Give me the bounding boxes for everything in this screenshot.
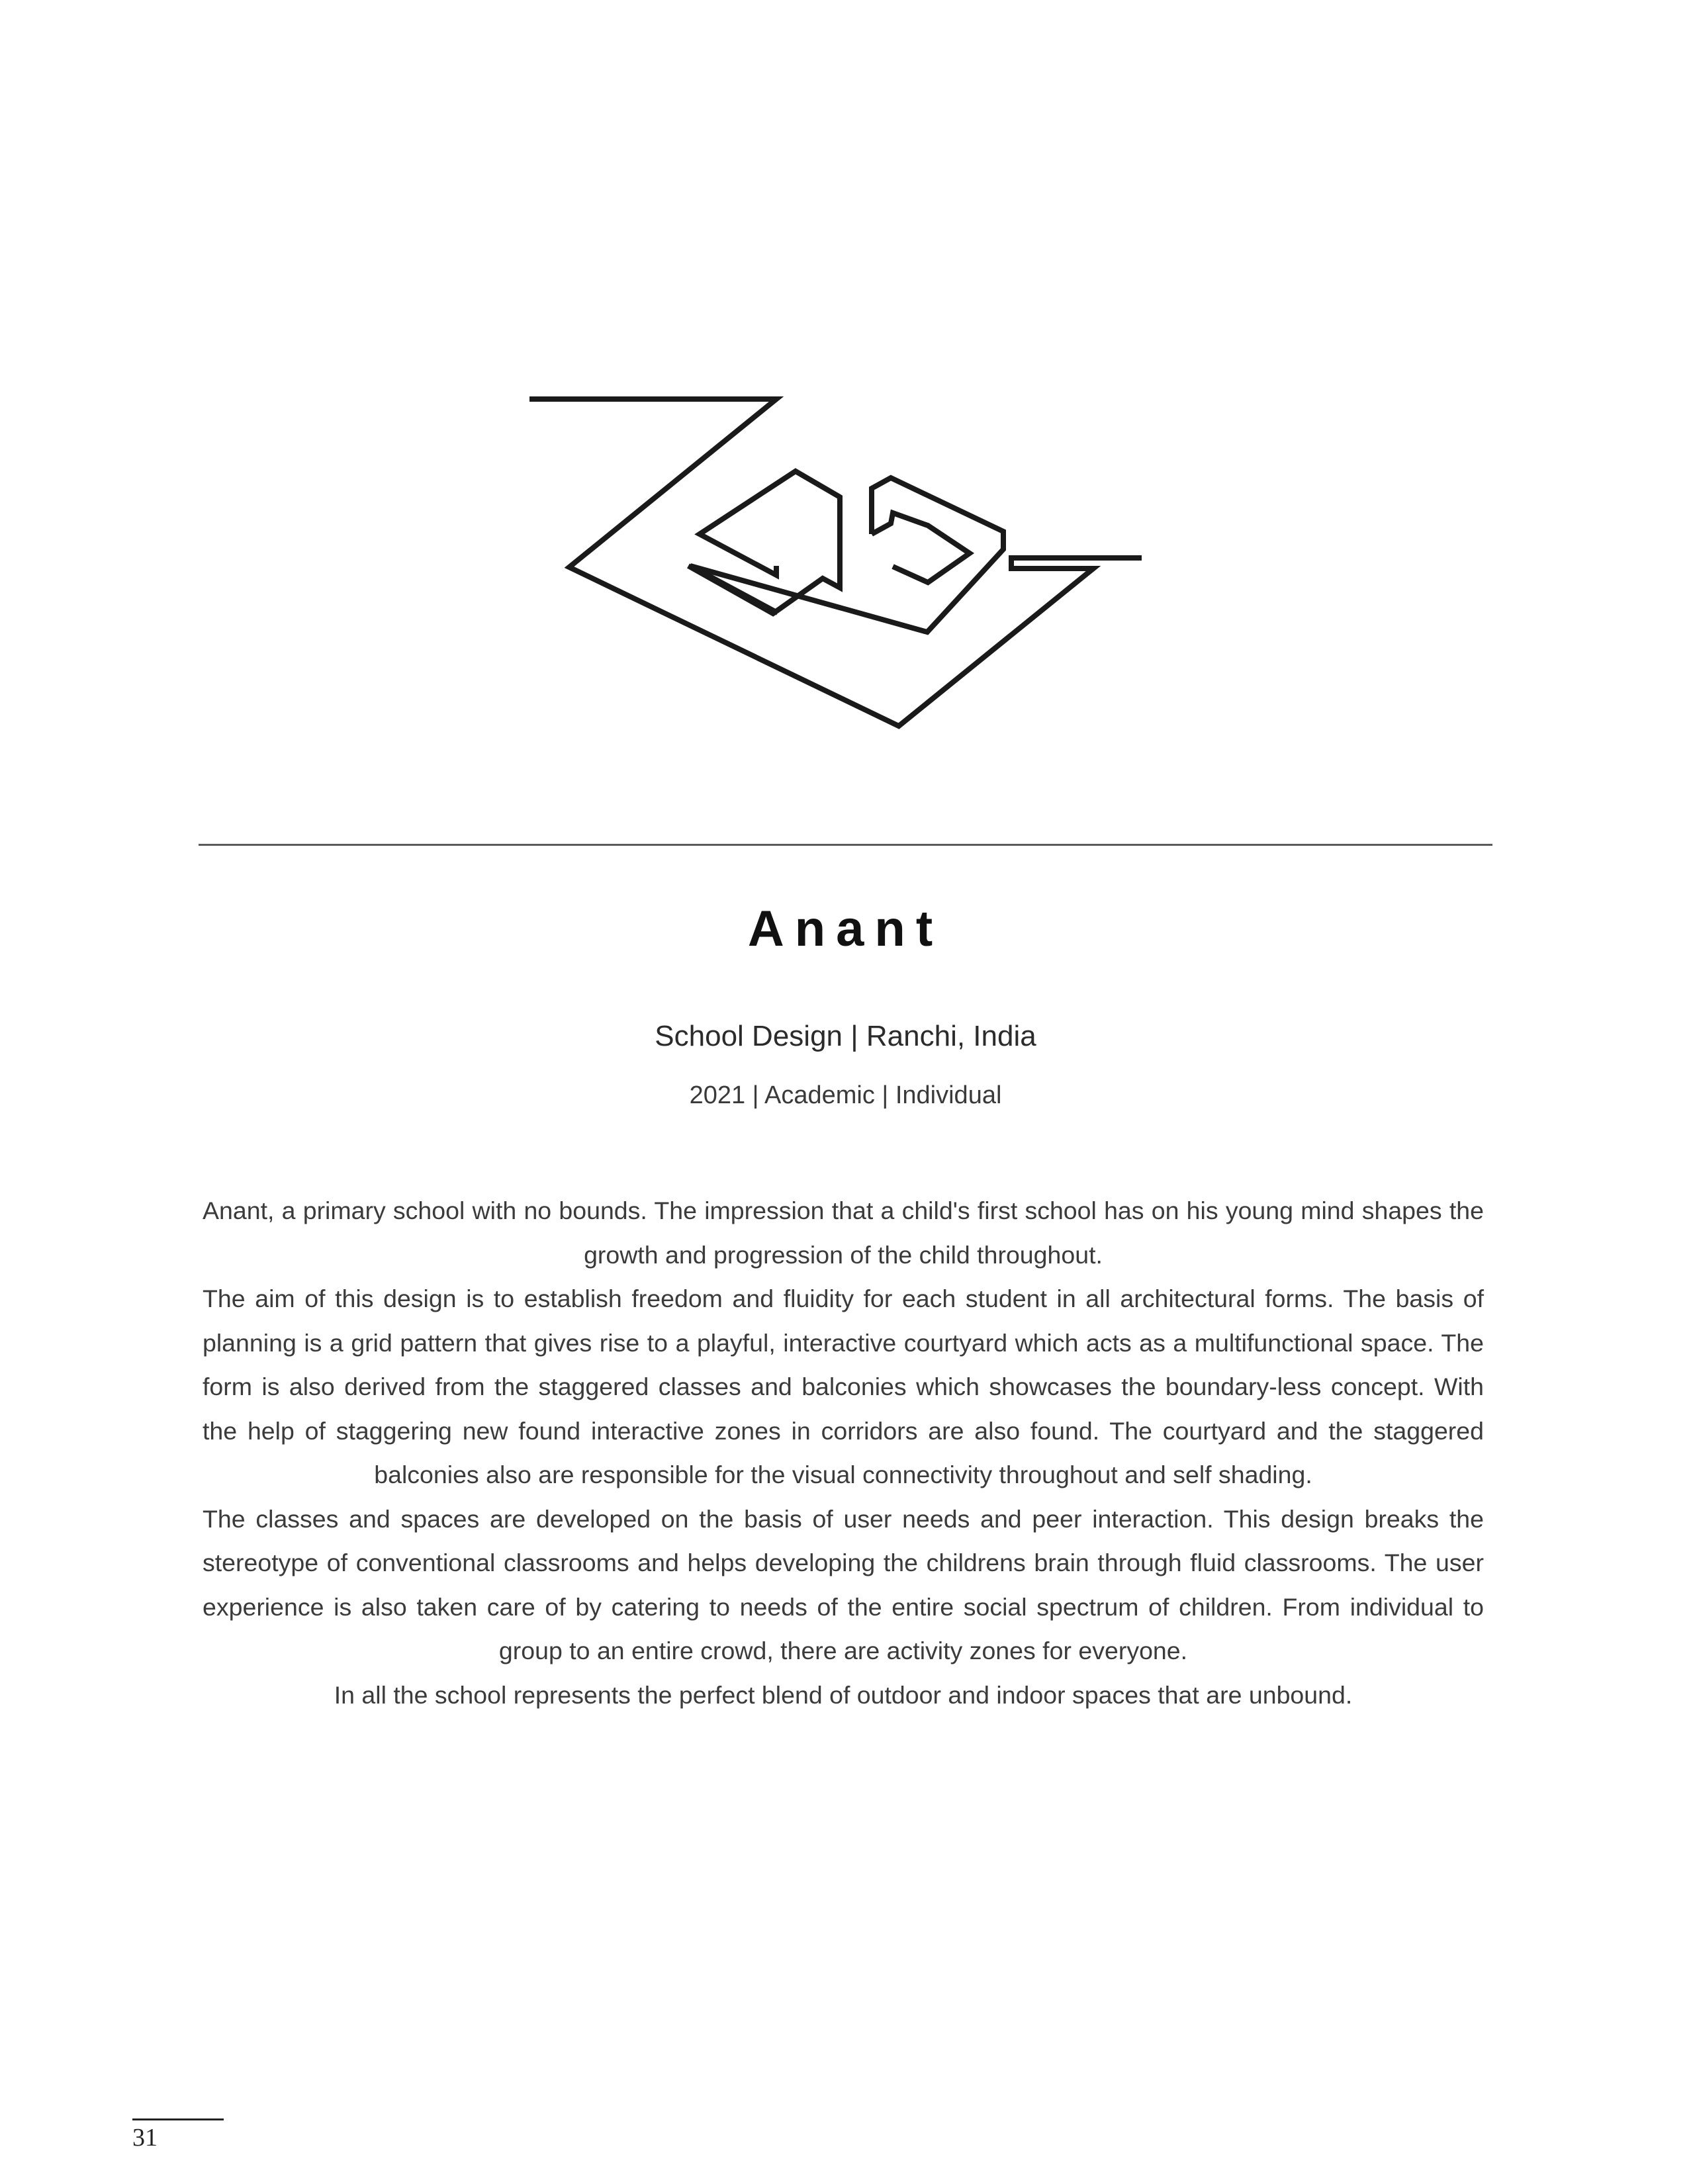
project-title: Anant: [747, 901, 944, 957]
page-number: 31: [132, 2124, 158, 2152]
page-number-rule: [132, 2118, 224, 2120]
project-description: [203, 1189, 1484, 1717]
project-meta: 2021 | Academic | Individual: [689, 1081, 1002, 1109]
description-paragraph: The aim of this design is to establish freedom and fluidity for each student in all architectural forms. The basis of planning is a grid pattern that gives rise to a playful, interactive courtyard which acts as a multifunctional space. The form is also derived from the staggered classes and balconies which showcases the boundary-less concept. With the help of staggering new found interactive zones in corridors are also found. The courtyard and the staggered balconies also are responsible for the visual connectivity throughout and self shading.: [203, 1285, 1484, 1488]
description-paragraph: In all the school represents the perfect blend of outdoor and indoor spaces that are unbound.: [334, 1680, 1353, 1709]
description-paragraph: The classes and spaces are developed on the basis of user needs and peer interaction. This design breaks the stereotype of conventional classrooms and helps developing the childrens brain through fluid classrooms. The user experience is also taken care of by catering to needs of the entire social spectrum of children. From individual to group to an entire crowd, there are activity zones for everyone.: [203, 1504, 1484, 1664]
project-subtitle: School Design | Ranchi, India: [655, 1020, 1036, 1052]
description-paragraph: Anant, a primary school with no bounds. The impression that a child's first school has on his young mind shapes the growth and progression of the child throughout.: [203, 1197, 1484, 1269]
anant-logo-icon: [516, 384, 1152, 741]
section-divider: [199, 844, 1492, 846]
